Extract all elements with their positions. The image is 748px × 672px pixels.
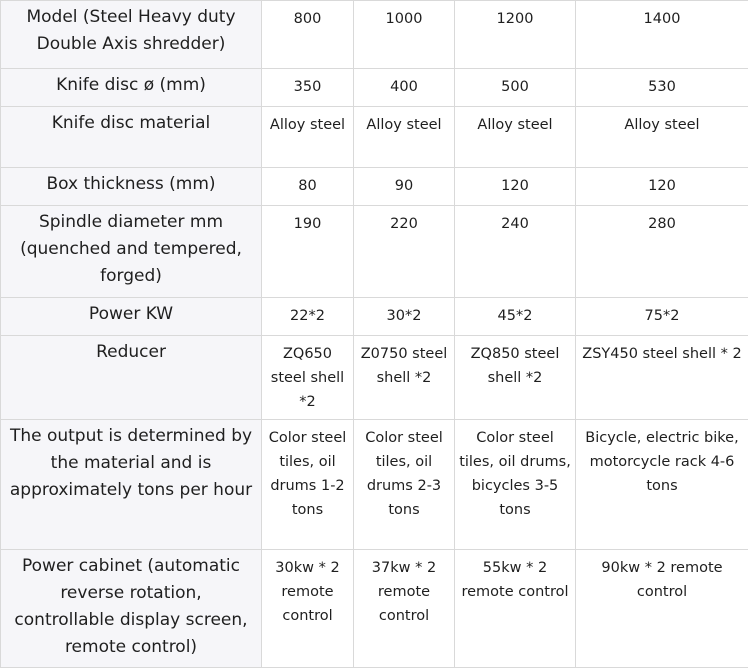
cell-knife-disc-material-800: Alloy steel	[262, 107, 354, 168]
cell-reducer-800: ZQ650 steel shell *2	[262, 336, 354, 420]
cell-knife-disc-diameter-800: 350	[262, 69, 354, 107]
cell-knife-disc-diameter-1400: 530	[576, 69, 748, 107]
cell-knife-disc-material-1000: Alloy steel	[354, 107, 455, 168]
table-row-knife-disc-diameter	[1, 69, 748, 107]
cell-power-cabinet-800: 30kw * 2 remote control	[262, 550, 354, 668]
cell-power-1000: 30*2	[354, 298, 455, 336]
cell-reducer-1000: Z0750 steel shell *2	[354, 336, 455, 420]
cell-power-cabinet-1000: 37kw * 2 remote control	[354, 550, 455, 668]
cell-spindle-diameter-1000: 220	[354, 206, 455, 298]
cell-reducer-1200: ZQ850 steel shell *2	[455, 336, 576, 420]
row-label-power-cabinet: Power cabinet (automatic reverse rotation, controllable display screen, remote control)	[1, 550, 262, 668]
row-label-model: Model (Steel Heavy duty Double Axis shredder)	[1, 1, 262, 69]
table-row-power	[1, 298, 748, 336]
row-label-output: The output is determined by the material and is approximately tons per hour	[1, 420, 262, 550]
table-row-box-thickness	[1, 168, 748, 206]
cell-output-1000: Color steel tiles, oil drums 2-3 tons	[354, 420, 455, 550]
table-row-knife-disc-material	[1, 107, 748, 168]
cell-model-800: 800	[262, 1, 354, 69]
table-row-reducer	[1, 336, 748, 420]
cell-box-thickness-800: 80	[262, 168, 354, 206]
cell-knife-disc-diameter-1200: 500	[455, 69, 576, 107]
table-row-model	[1, 1, 748, 69]
cell-power-1400: 75*2	[576, 298, 748, 336]
cell-model-1000: 1000	[354, 1, 455, 69]
cell-spindle-diameter-800: 190	[262, 206, 354, 298]
row-label-reducer: Reducer	[1, 336, 262, 420]
table-row-output	[1, 420, 748, 550]
cell-power-cabinet-1400: 90kw * 2 remote control	[576, 550, 748, 668]
cell-output-800: Color steel tiles, oil drums 1-2 tons	[262, 420, 354, 550]
row-label-knife-disc-diameter: Knife disc ø (mm)	[1, 69, 262, 107]
cell-power-cabinet-1200: 55kw * 2 remote control	[455, 550, 576, 668]
cell-knife-disc-diameter-1000: 400	[354, 69, 455, 107]
cell-spindle-diameter-1200: 240	[455, 206, 576, 298]
cell-spindle-diameter-1400: 280	[576, 206, 748, 298]
cell-knife-disc-material-1400: Alloy steel	[576, 107, 748, 168]
cell-power-800: 22*2	[262, 298, 354, 336]
cell-box-thickness-1200: 120	[455, 168, 576, 206]
table-row-spindle-diameter	[1, 206, 748, 298]
cell-box-thickness-1400: 120	[576, 168, 748, 206]
row-label-box-thickness: Box thickness (mm)	[1, 168, 262, 206]
row-label-knife-disc-material: Knife disc material	[1, 107, 262, 168]
row-label-spindle-diameter: Spindle diameter mm (quenched and tempered, forged)	[1, 206, 262, 298]
cell-output-1200: Color steel tiles, oil drums, bicycles 3-5 tons	[455, 420, 576, 550]
cell-reducer-1400: ZSY450 steel shell * 2	[576, 336, 748, 420]
row-label-power: Power KW	[1, 298, 262, 336]
cell-knife-disc-material-1200: Alloy steel	[455, 107, 576, 168]
table-row-power-cabinet	[1, 550, 748, 668]
cell-output-1400: Bicycle, electric bike, motorcycle rack 4-6 tons	[576, 420, 748, 550]
cell-box-thickness-1000: 90	[354, 168, 455, 206]
cell-model-1400: 1400	[576, 1, 748, 69]
cell-power-1200: 45*2	[455, 298, 576, 336]
cell-model-1200: 1200	[455, 1, 576, 69]
